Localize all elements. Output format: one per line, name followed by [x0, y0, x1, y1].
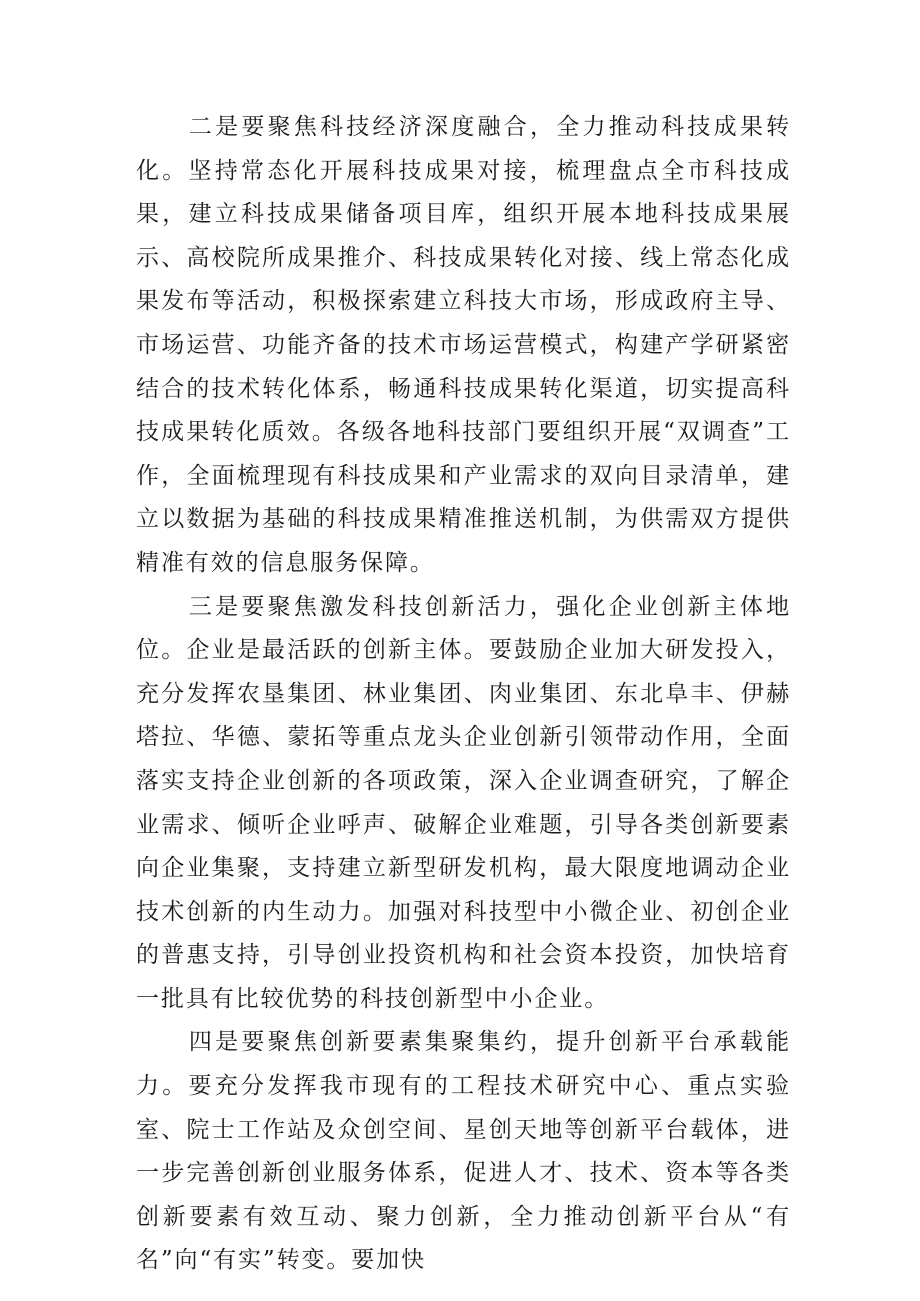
- document-body: [136, 106, 791, 1283]
- paragraph-three: 三是要聚焦激发科技创新活力，强化企业创新主体地位。企业是最活跃的创新主体。要鼓励企业加大研发投入，充分发挥农垦集团、林业集团、肉业集团、东北阜丰、伊赫塔拉、华德、蒙拓等重点龙头企业创新引领带动作用，全面落实支持企业创新的各项政策，深入企业调查研究，了解企业需求、倾听企业呼声、破解企业难题，引导各类创新要素向企业集聚，支持建立新型研发机构，最大限度地调动企业技术创新的内生动力。加强对科技型中小微企业、初创企业的普惠支持，引导创业投资机构和社会资本投资，加快培育一批具有比较优势的科技创新型中小企业。: [136, 593, 791, 1012]
- paragraph-four: 四是要聚焦创新要素集聚集约，提升创新平台承载能力。要充分发挥我市现有的工程技术研究中心、重点实验室、院士工作站及众创空间、星创天地等创新平台载体，进一步完善创新创业服务体系，促进人才、技术、资本等各类创新要素有效互动、聚力创新，全力推动创新平台从“有名”向“有实”转变。要加快: [136, 1029, 791, 1274]
- paragraph-two: 二是要聚焦科技经济深度融合，全力推动科技成果转化。坚持常态化开展科技成果对接，梳理盘点全市科技成果，建立科技成果储备项目库，组织开展本地科技成果展示、高校院所成果推介、科技成果转化对接、线上常态化成果发布等活动，积极探索建立科技大市场，形成政府主导、市场运营、功能齐备的技术市场运营模式，构建产学研紧密结合的技术转化体系，畅通科技成果转化渠道，切实提高科技成果转化质效。各级各地科技部门要组织开展“双调查”工作，全面梳理现有科技成果和产业需求的双向目录清单，建立以数据为基础的科技成果精准推送机制，为供需双方提供精准有效的信息服务保障。: [136, 114, 791, 576]
